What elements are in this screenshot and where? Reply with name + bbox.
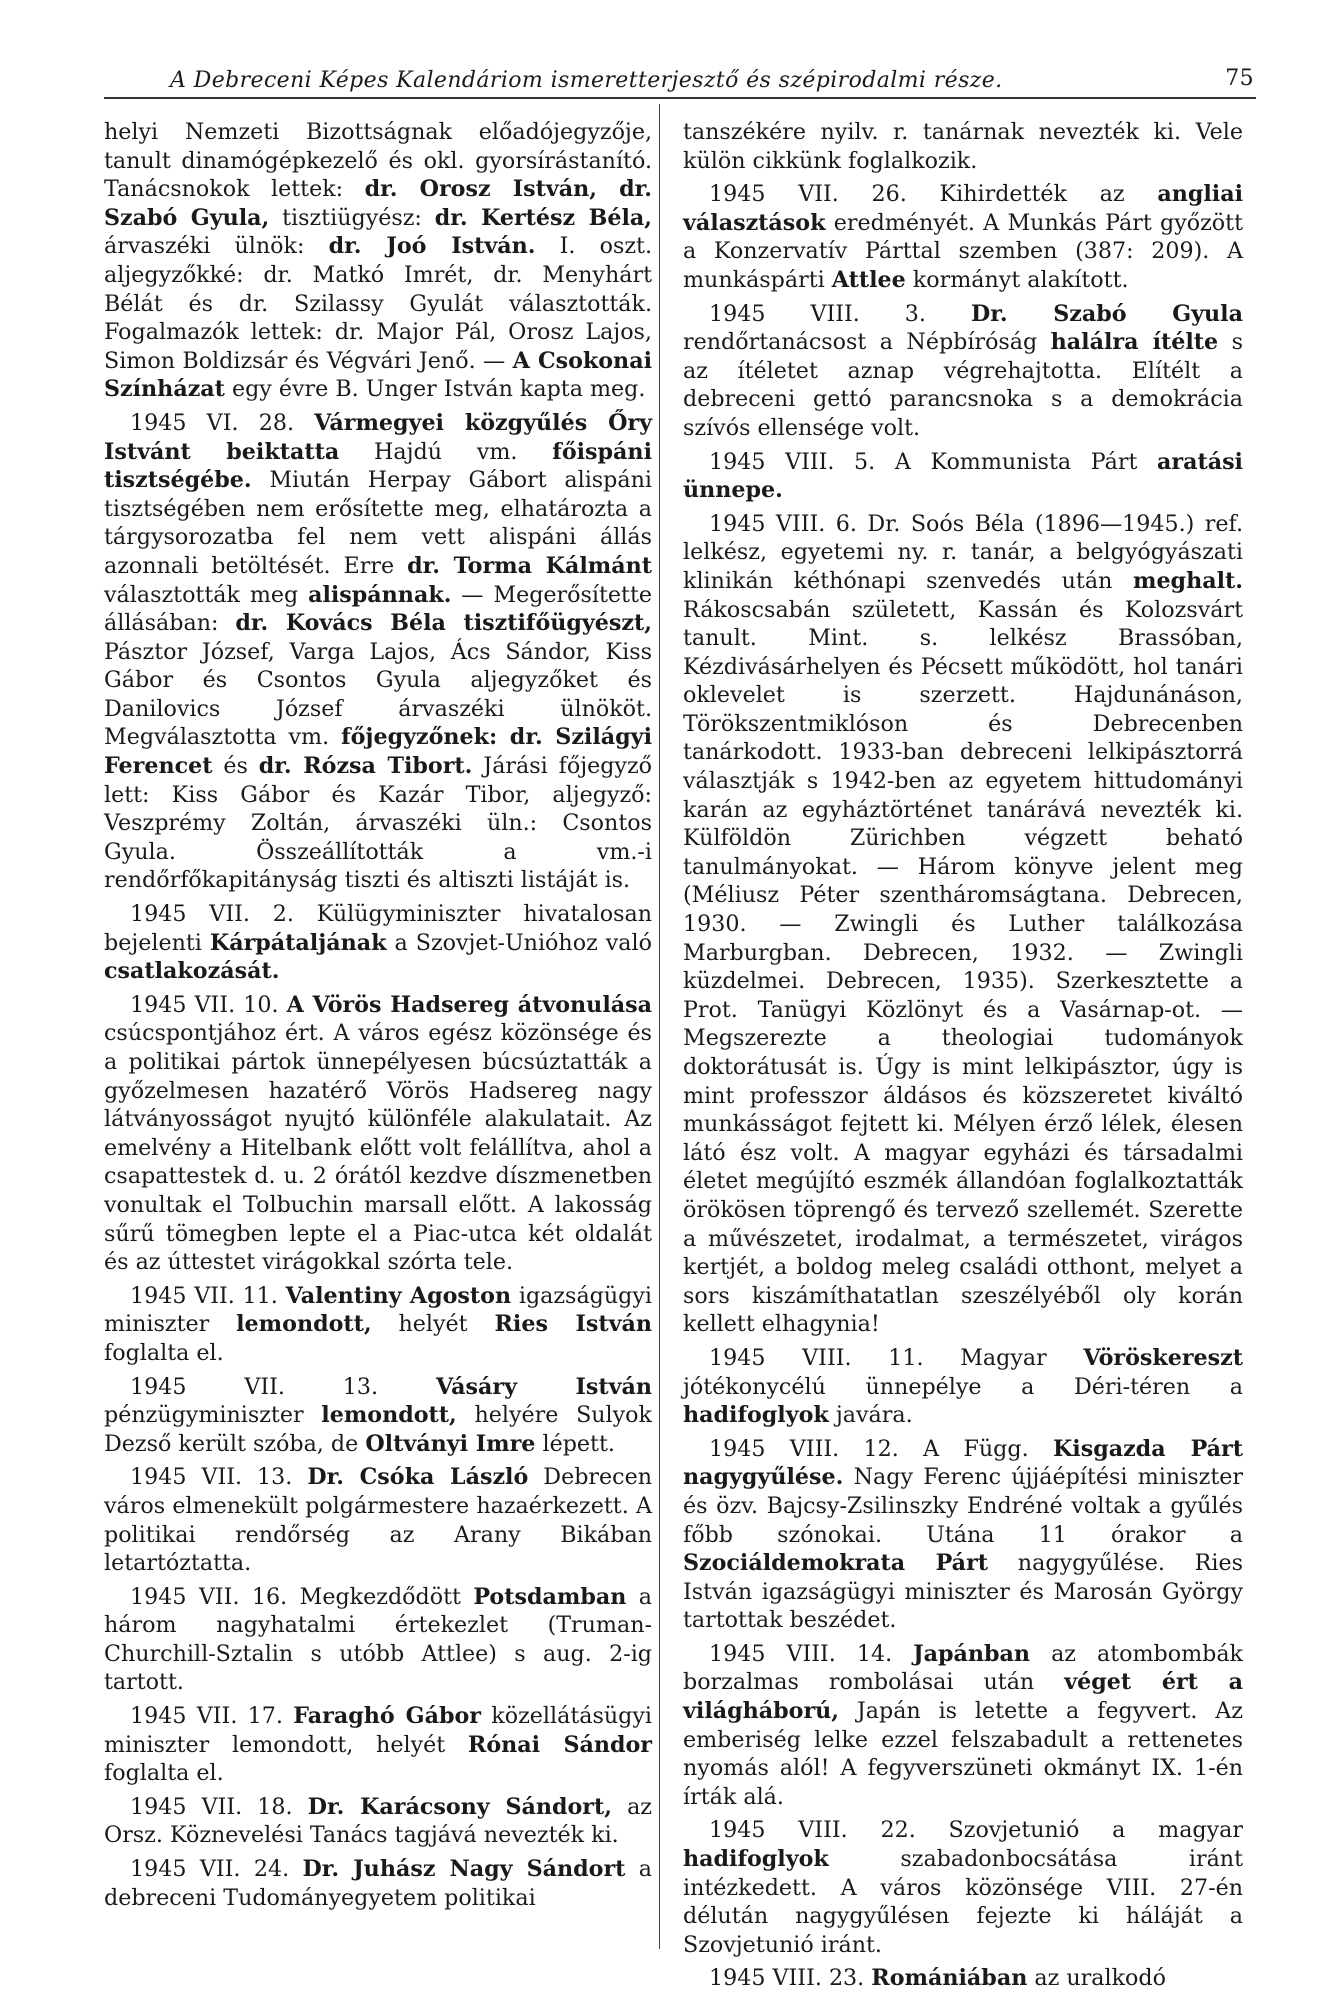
- chronicle-entry: 1945 VIII. 6. Dr. Soós Béla (1896—1945.) ref. lelkész, egyetemi ny. r. tanár, a belgyógyászati klinikán kéthónapi szenvedés után meghalt. Rákoscsabán született, Kassán és Kolozsvárt tanult. Mint. s. lelkész Brassóban, Kézdivásárhelyen és Pécsett működött, hol tanári oklevelet is szerzett. Hajdunánáson, Törökszentmiklóson és Debrecenben tanárkodott. 1933-ban debreceni lelkipásztorrá választják s 1942-ben az egyetem hittudományi karán az egyháztörténet tanárává nevezték ki. Külföldön Zürichben végzett beható tanulmányokat. — Három könyve jelent meg (Méliusz Péter szentháromságtana. Debrecen, 1930. — Zwingli és Luther találkozása Marburgban. Debrecen, 1932. — Zwingli küzdelmei. Debrecen, 1935). Szerkesztette a Prot. Tanügyi Közlönyt és a Vasárnap-ot. — Megszerezte a theologiai tudományok doktorátusát is. Úgy is mint lelkipásztor, úgy is mint professzor áldásos és közszeretet kiváltó munkásságot fejtett ki. Mélyen érző lélek, élesen látó ész volt. A magyar egyházi és társadalmi életet megújító eszmék állandóan foglalkoztatták örökösen töprengő és tervező szellemét. Szerette a művészetet, irodalmat, a természetet, virágos kertjét, a boldog meleg családi otthont, melyet a sors kiszámíthatatlan szeszélyéből oly korán kellett elhagynia!: [683, 510, 1243, 1338]
- chronicle-entry: 1945 VII. 18. Dr. Karácsony Sándort, az Orsz. Köznevelési Tanács tagjává nevezték ki.: [104, 1793, 652, 1849]
- chronicle-entry: helyi Nemzeti Bizottságnak előadójegyzője, tanult dinamógépkezelő és okl. gyorsírástanító. Tanácsnokok lettek: dr. Orosz István, dr. Szabó Gyula, tisztiügyész: dr. Kertész Béla, árvaszéki ülnök: dr. Joó István. I. oszt. aljegyzőkké: dr. Matkó Imrét, dr. Menyhárt Bélát és dr. Szilassy Gyulát választották. Fogalmazók lettek: dr. Major Pál, Orosz Lajos, Simon Boldizsár és Végvári Jenő. — A Csokonai Színházat egy évre B. Unger István kapta meg.: [104, 119, 653, 403]
- chronicle-entry: 1945 VII. 16. Megkezdődött Potsdamban a három nagyhatalmi értekezlet (Truman-Churchill-Sztalin s utóbb Attlee) s aug. 2-ig tartott.: [104, 1583, 652, 1696]
- chronicle-entry: 1945 VII. 11. Valentiny Agoston igazságügyi miniszter lemondott, helyét Ries István foglalta el.: [104, 1282, 653, 1366]
- chronicle-entry: 1945 VIII. 22. Szovjetunió a magyar hadifoglyok szabadonbocsátása iránt intézkedett. A város közönsége VIII. 27-én délután nagygyűlésen fejezte ki háláját a Szovjetunió iránt.: [683, 1817, 1243, 1958]
- chronicle-entry: 1945 VI. 28. Vármegyei közgyűlés Őry Istvánt beiktatta Hajdú vm. főispáni tisztségébe. Miután Herpay Gábort alispáni tisztségében nem erősítette meg, elhatározta a tárgysorozatba fel nem vett alispáni állás azonnali betöltését. Erre dr. Torma Kálmánt választották meg alispánnak. — Megerősítette állásában: dr. Kovács Béla tisztifőügyészt, Pásztor József, Varga Lajos, Ács Sándor, Kiss Gábor és Csontos Gyula aljegyzőket és Danilovics József árvaszéki ülnököt. Megválasztotta vm. főjegyzőnek: dr. Szilágyi Ferencet és dr. Rózsa Tibort. Járási főjegyző lett: Kiss Gábor és Kazár Tibor, aljegyző: Veszprémy Zoltán, árvaszéki üln.: Csontos Gyula. Összeállították a vm.-i rendőrfőkapitányság tiszti és altiszti listáját is.: [104, 409, 653, 894]
- chronicle-entry: tanszékére nyilv. r. tanárnak nevezték ki. Vele külön cikkünk foglalkozik.: [683, 119, 1243, 174]
- chronicle-entry: 1945 VII. 10. A Vörös Hadsereg átvonulása csúcspontjához ért. A város egész közönsége és a politikai pártok ünnepélyesen búcsúztatták a győzelmesen hazatérő Vörös Hadsereg nagy látványosságot nyujtó különféle alakulatait. Az emelvény a Hitelbank előtt volt felállítva, ahol a csapattestek d. u. 2 órától kezdve díszmenetben vonultak el Tolbuchin marsall előtt. A lakosság sűrű tömegben lepte el a Piac-utca két oldalát és az úttestet virágokkal szórta tele.: [104, 991, 652, 1276]
- chronicle-entry: 1945 VII. 24. Dr. Juhász Nagy Sándort a debreceni Tudományegyetem politikai: [104, 1856, 653, 1911]
- chronicle-entry: 1945 VII. 2. Külügyminiszter hivatalosan bejelenti Kárpátaljának a Szovjet-Unióhoz való csatlakozását.: [104, 901, 652, 985]
- column-divider: [659, 104, 660, 1949]
- chronicle-entry: 1945 VIII. 5. A Kommunista Párt aratási ünnepe.: [683, 448, 1243, 504]
- chronicle-entry: 1945 VII. 13. Vásáry István pénzügyminiszter lemondott, helyére Sulyok Dezső került szóba, de Oltványi Imre lépett.: [104, 1373, 653, 1457]
- header-rule: [104, 97, 1256, 99]
- running-header-title: A Debreceni Képes Kalendáriom ismeretterjesztő és szépirodalmi része.: [170, 68, 1003, 93]
- chronicle-entry: 1945 VII. 17. Faraghó Gábor közellátásügyi miniszter lemondott, helyét Rónai Sándor foglalta el.: [104, 1703, 652, 1787]
- chronicle-entry: 1945 VII. 13. Dr. Csóka László Debrecen város elmenekült polgármestere hazaérkezett. A politikai rendőrség az Arany Bikában letartóztatta.: [104, 1464, 652, 1577]
- page-number: 75: [1225, 66, 1254, 91]
- chronicle-entry: 1945 VIII. 11. Magyar Vöröskereszt jótékonycélú ünnepélye a Déri-téren a hadifoglyok javára.: [683, 1344, 1243, 1429]
- left-column: [104, 118, 652, 1917]
- chronicle-entry: 1945 VIII. 12. A Függ. Kisgazda Párt nagygyűlése. Nagy Ferenc újjáépítési miniszter és özv. Bajcsy-Zsilinszky Endréné voltak a gyűlés főbb szónokai. Utána 11 órakor a Szociáldemokrata Párt nagygyűlése. Ries István igazságügyi miniszter és Marosán György tartottak beszédet.: [683, 1435, 1243, 1634]
- chronicle-entry: 1945 VIII. 14. Japánban az atombombák borzalmas rombolásai után véget ért a világháború, Japán is letette a fegyvert. Az emberiség lelke ezzel felszabadult a rettenetes nyomás alól! A fegyverszüneti okmányt IX. 1-én írták alá.: [683, 1640, 1244, 1810]
- chronicle-entry: 1945 VIII. 23. Romániában az uralkodó: [709, 1965, 1166, 1992]
- right-column: [683, 118, 1243, 1998]
- running-header: [104, 62, 1260, 98]
- chronicle-entry: 1945 VII. 26. Kihirdették az angliai választások eredményét. A Munkás Párt győzött a Konzervatív Párttal szemben (387: 209). A munkáspárti Attlee kormányt alakított.: [683, 181, 1243, 293]
- chronicle-entry: 1945 VIII. 3. Dr. Szabó Gyula rendőrtanácsost a Népbíróság halálra ítélte s az ítéletet aznap végrehajtotta. Elítélt a debreceni gettó parancsnoka s a demokrácia szívós ellensége volt.: [683, 300, 1243, 441]
